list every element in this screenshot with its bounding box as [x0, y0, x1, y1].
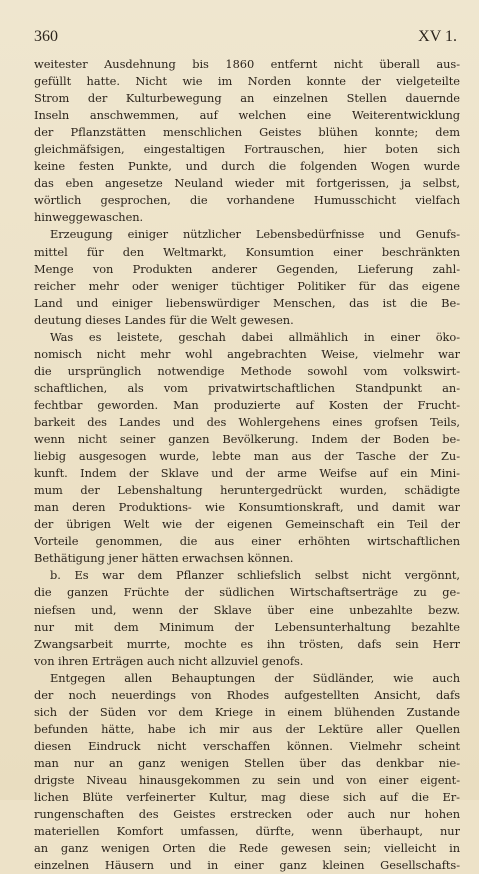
text-line: gleichmäfsigen, eingestaltigen Fortrauschen, hier boten sich	[34, 142, 460, 157]
text-line: lichen Blüte verfeinerter Kultur, mag diese sich auf die Er-	[34, 790, 460, 805]
text-line: Inseln anschwemmen, auf welchen eine Weiterentwicklung	[34, 108, 460, 123]
text-line: der übrigen Welt wie der eigenen Gemeinschaft ein Teil der	[34, 517, 460, 532]
text-line: diesen Eindruck nicht verschaffen können. Vielmehr scheint	[34, 738, 460, 753]
text-line: kunft. Indem der Sklave und der arme Weifse auf ein Mini-	[34, 466, 460, 481]
text-line: niefsen und, wenn der Sklave über eine unbezahlte bezw.	[34, 602, 460, 617]
text-line: das eben angesetze Neuland wieder mit fortgerissen, ja selbst,	[34, 176, 460, 191]
text-line: Menge von Produkten anderer Gegenden, Lieferung zahl-	[34, 261, 460, 276]
text-line: die ganzen Früchte der südlichen Wirtschaftserträge zu ge-	[34, 585, 460, 600]
text-line: von ihren Erträgen auch nicht allzuviel genofs.	[34, 653, 304, 668]
text-line: keine festen Punkte, und durch die folgenden Wogen wurde	[34, 159, 460, 174]
text-line: nur mit dem Minimum der Lebensunterhaltung bezahlte	[34, 619, 460, 634]
text-line: Land und einiger liebenswürdiger Menschen, das ist die Be-	[34, 295, 460, 310]
text-line: sich der Süden vor dem Kriege in einem blühenden Zustande	[34, 704, 460, 719]
text-line: Was es leistete, geschah dabei allmählich in einer öko-	[50, 329, 460, 344]
text-line: liebig ausgesogen wurde, lebte man aus der Tasche der Zu-	[34, 449, 460, 464]
text-line: deutung dieses Landes für die Welt gewesen.	[34, 312, 294, 327]
text-line: weitester Ausdehnung bis 1860 entfernt nicht überall aus-	[34, 57, 460, 71]
text-line: einzelnen Häusern und in einer ganz kleinen Gesellschafts-	[34, 858, 460, 873]
text-line: Vorteile genommen, die aus einer erhöhten wirtschaftlichen	[34, 534, 460, 549]
text-line: man deren Produktions- wie Konsumtionskraft, und damit war	[34, 500, 460, 515]
text-line: reicher mehr oder weniger tüchtiger Politiker für das eigene	[34, 278, 460, 293]
text-line: barkeit des Landes und des Wohlergehens eines grofsen Teils,	[34, 414, 460, 429]
text-line: wörtlich gesprochen, die vorhandene Humusschicht vielfach	[34, 193, 460, 208]
text-line: drigste Niveau hinausgekommen zu sein und von einer eigent-	[34, 772, 460, 787]
text-line: Entgegen allen Behauptungen der Südländer, wie auch	[50, 670, 460, 685]
text-line: hinweggewaschen.	[34, 210, 144, 225]
text-line: Erzeugung einiger nützlicher Lebensbedürfnisse und Genufs-	[50, 227, 460, 242]
text-line: der noch neuerdings von Rhodes aufgestellten Ansicht, dafs	[34, 687, 460, 702]
body-text	[34, 56, 460, 874]
text-line: materiellen Komfort umfassen, dürfte, wenn überhaupt, nur	[34, 824, 460, 839]
text-line: schaftlichen, als vom privatwirtschaftlichen Standpunkt an-	[34, 380, 460, 395]
text-line: Strom der Kulturbewegung an einzelnen Stellen dauernde	[34, 91, 460, 106]
text-line: der Pflanzstätten menschlichen Geistes blühen konnte; dem	[34, 125, 460, 140]
text-line: nomisch nicht mehr wohl angebrachten Weise, vielmehr war	[34, 346, 460, 361]
text-line: gefüllt hatte. Nicht wie im Norden konnte der vielgeteilte	[34, 74, 460, 89]
text-line: fechtbar geworden. Man produzierte auf Kosten der Frucht-	[34, 397, 460, 412]
running-head: XV 1.	[418, 28, 457, 45]
text-line: mum der Lebenshaltung heruntergedrückt wurden, schädigte	[34, 483, 460, 498]
text-line: an ganz wenigen Orten die Rede gewesen sein; vielleicht in	[34, 841, 460, 856]
text-line: man nur an ganz wenigen Stellen über das denkbar nie-	[34, 755, 460, 770]
text-line: befunden hätte, habe ich mir aus der Lektüre aller Quellen	[34, 721, 460, 736]
page-number: 360	[34, 28, 58, 45]
text-line: mittel für den Weltmarkt, Konsumtion einer beschränkten	[34, 244, 460, 259]
text-line: b. Es war dem Pflanzer schliefslich selbst nicht vergönnt,	[50, 568, 460, 583]
text-line: rungenschaften des Geistes erstrecken oder auch nur hohen	[34, 807, 460, 822]
text-line: wenn nicht seiner ganzen Bevölkerung. Indem der Boden be-	[34, 432, 460, 447]
text-line: die ursprünglich notwendige Methode sowohl vom volkswirt-	[34, 363, 460, 378]
page-header	[34, 28, 457, 46]
text-line: Bethätigung jener hätten erwachsen können.	[34, 551, 294, 566]
text-line: Zwangsarbeit murrte, mochte es ihn trösten, dafs sein Herr	[34, 636, 460, 651]
